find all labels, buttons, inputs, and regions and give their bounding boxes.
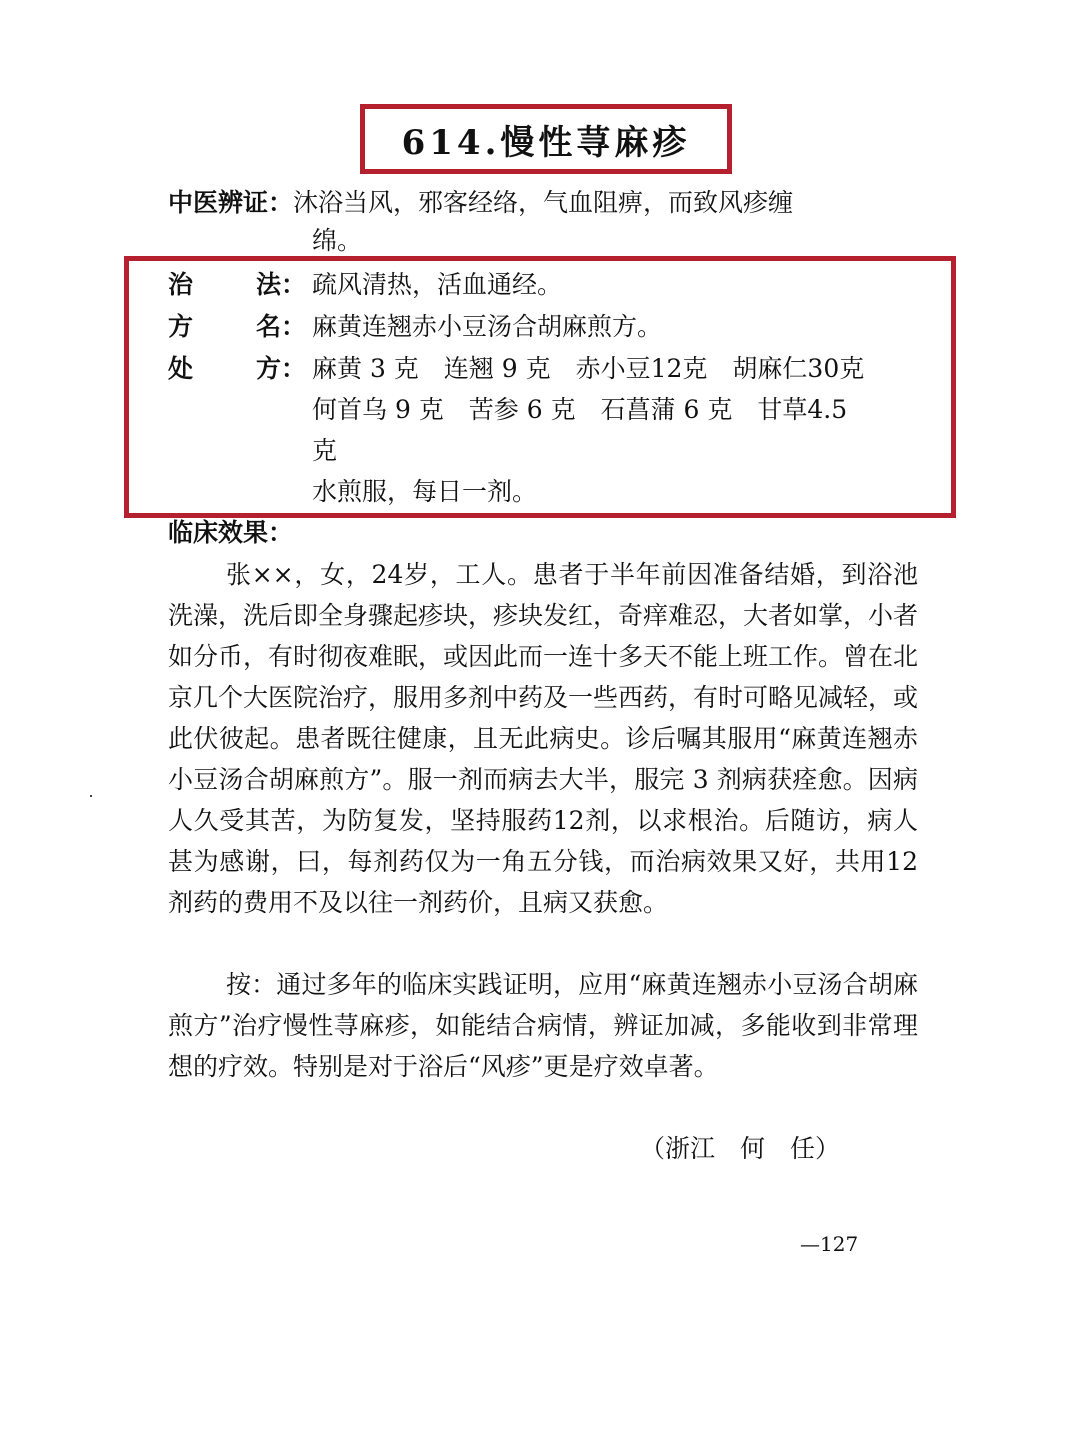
prescription-line1: 麻黄 3 克 连翘 9 克 赤小豆12克 胡麻仁30克 [312, 354, 865, 383]
diagnosis-row [168, 186, 793, 220]
clinical-effect-label: 临床效果： [168, 518, 294, 547]
note-paragraph [168, 964, 918, 1087]
prescription-label-left: 处 [168, 354, 194, 383]
treatment-label-right: 法： [256, 270, 307, 299]
case-text: 张××，女，24岁，工人。患者于半年前因准备结婚，到浴池洗澡，洗后即全身骤起疹块，疹块发红，奇痒难忍，大者如掌，小者如分币，有时彻夜难眠，或因此而一连十多天不能上班工作。曾在北京几个大医院治疗，服用多剂中药及一些西药，有时可略见减轻，或此伏彼起。患者既往健康，且无此病史。诊后嘱其服用“麻黄连翘赤小豆汤合胡麻煎方”。服一剂而病去大半，服完 3 剂病获痊愈。因病人久受其苦，为防复发，坚持服药12剂，以求根治。后随访，病人甚为感谢，曰，每剂药仅为一角五分钱，而治病效果又好，共用12剂药的费用不及以往一剂药价，且病又获愈。 [168, 560, 919, 917]
diagnosis-text-line1: 沐浴当风，邪客经络，气血阻痹，而致风疹缠 [293, 188, 794, 217]
formula-label-right: 名： [256, 312, 307, 341]
diagnosis-label: 中医辨证： [168, 188, 294, 217]
diagnosis-text-line2: 绵。 [312, 226, 363, 255]
note-text: 按：通过多年的临床实践证明，应用“麻黄连翘赤小豆汤合胡麻煎方”治疗慢性荨麻疹，如能结合病情，辨证加减，多能收到非常理想的疗效。特别是对于浴后“风疹”更是疗效卓著。 [168, 970, 918, 1081]
page-number: —127 [800, 1232, 859, 1256]
scan-speck [90, 795, 92, 797]
treatment-text: 疏风清热，活血通经。 [312, 270, 563, 299]
prescription-line3: 克 [312, 436, 338, 465]
formula-label-left: 方 [168, 312, 194, 341]
formula-text: 麻黄连翘赤小豆汤合胡麻煎方。 [312, 312, 663, 341]
case-paragraph [168, 554, 918, 923]
prescription-line4: 水煎服，每日一剂。 [312, 477, 538, 506]
prescription-label-right: 方： [256, 354, 307, 383]
treatment-label-left: 治 [168, 270, 194, 299]
author-signature: （浙江 何 任） [640, 1134, 841, 1163]
prescription-line2: 何首乌 9 克 苦参 6 克 石菖蒲 6 克 甘草4.5 [312, 395, 848, 424]
page-title: 614.慢性荨麻疹 [401, 122, 691, 163]
